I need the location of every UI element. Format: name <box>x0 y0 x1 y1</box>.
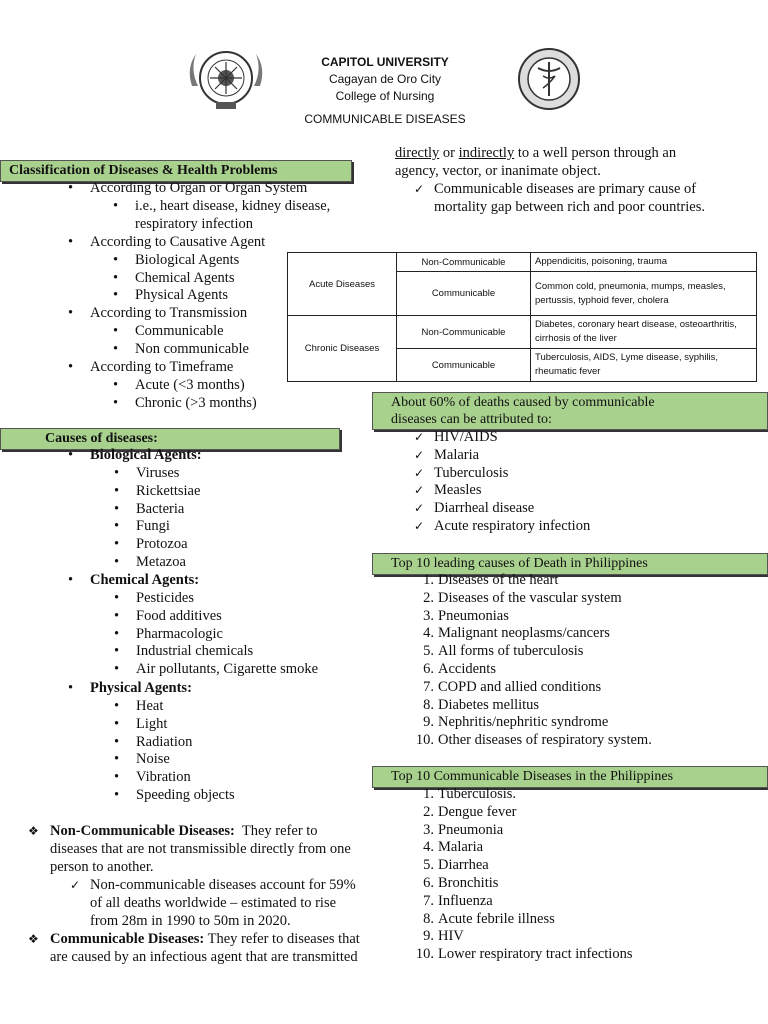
list-item: 5. Diarrhea <box>423 857 489 874</box>
list-item: 1. Tuberculosis. <box>423 786 517 802</box>
communicable-note-line-2: mortality gap between rich and poor countries. <box>434 199 705 215</box>
cell-examples: Tuberculosis, AIDS, Lyme disease, syphilis, rheumatic fever <box>531 349 757 382</box>
cell-examples: Common cold, pneumonia, mumps, measles, pertussis, typhoid fever, cholera <box>531 272 757 316</box>
cell-type: Communicable <box>397 349 531 382</box>
list-item: ✓ Measles <box>434 482 590 500</box>
top-death-heading: Top 10 leading causes of Death in Philippines <box>372 553 768 575</box>
agent-item: • Chemical Agents <box>135 270 234 288</box>
disease-classification-table <box>287 252 757 382</box>
list-item: 6. Bronchitis <box>423 874 499 891</box>
list-item: • Metazoa <box>136 554 200 572</box>
list-item: 5. All forms of tuberculosis <box>423 643 584 660</box>
classification-organ: • According to Organ or Organ System <box>90 180 307 198</box>
list-item: • Pesticides <box>136 590 318 608</box>
university-name: CAPITOL UNIVERSITY <box>321 55 449 69</box>
noncommunicable-definition-line-2: diseases that are not transmissible directly from one <box>50 841 351 857</box>
list-item: • Vibration <box>136 769 235 787</box>
list-item: 10. Lower respiratory tract infections <box>415 946 633 963</box>
classification-agent: • According to Causative Agent <box>90 234 265 252</box>
list-item: 2. Diseases of the vascular system <box>423 589 622 606</box>
subject-title: COMMUNICABLE DISEASES <box>304 112 466 126</box>
top-communicable-list <box>415 786 633 964</box>
top-death-list <box>415 572 652 750</box>
list-item: • Bacteria <box>136 501 200 519</box>
list-item: • Viruses <box>136 465 200 483</box>
noncommunicable-note-line-2: of all deaths worldwide – estimated to rise <box>90 895 337 911</box>
list-item: • Protozoa <box>136 536 200 554</box>
list-item: • Light <box>136 716 235 734</box>
college-of-nursing-logo <box>516 46 582 112</box>
list-item: • Pharmacologic <box>136 626 318 644</box>
agent-item: • Physical Agents <box>135 287 228 305</box>
deaths-60-list <box>434 429 590 536</box>
list-item: 3. Pneumonia <box>423 821 504 838</box>
transmission-item: • Communicable <box>135 323 224 341</box>
deaths-60-heading <box>372 392 768 430</box>
list-item: • Air pollutants, Cigarette smoke <box>136 661 318 679</box>
communicable-definition-continued-2: agency, vector, or inanimate object. <box>395 163 601 179</box>
classification-heading: Classification of Diseases & Health Problems <box>0 160 352 182</box>
deaths-60-heading-line-1: About 60% of deaths caused by communicable <box>391 395 655 410</box>
biological-agents-list <box>136 465 200 572</box>
organ-example-line-1: • i.e., heart disease, kidney disease, <box>135 198 330 216</box>
document-header <box>250 54 520 128</box>
list-item: ✓ Tuberculosis <box>434 465 590 483</box>
communicable-definition-line-1: ❖ Communicable Diseases: They refer to diseases that <box>50 931 360 949</box>
list-item: • Fungi <box>136 518 200 536</box>
list-item: 6. Accidents <box>423 660 496 677</box>
physical-agents-title: • Physical Agents: <box>90 680 192 698</box>
list-item: • Heat <box>136 698 235 716</box>
list-item: 2. Dengue fever <box>423 803 517 820</box>
noncommunicable-definition-line-1: ❖ Non-Communicable Diseases: They refer to <box>50 823 318 841</box>
agent-item: • Biological Agents <box>135 252 239 270</box>
communicable-definition-continued-1: directly or indirectly to a well person through an <box>395 145 677 161</box>
city-name: Cagayan de Oro City <box>328 72 442 86</box>
list-item: 10. Other diseases of respiratory system. <box>415 732 652 749</box>
noncommunicable-definition-line-3: person to another. <box>50 859 154 875</box>
deaths-60-heading-line-2: diseases can be attributed to: <box>391 412 552 427</box>
list-item: • Radiation <box>136 734 235 752</box>
list-item: ✓ Acute respiratory infection <box>434 518 590 536</box>
list-item: • Speeding objects <box>136 787 235 805</box>
list-item: 4. Malignant neoplasms/cancers <box>423 625 610 642</box>
list-item: • Rickettsiae <box>136 483 200 501</box>
chemical-agents-list <box>136 590 318 679</box>
organ-example-line-2: respiratory infection <box>135 216 253 232</box>
noncommunicable-note-line-1: ✓ Non-communicable diseases account for 59% <box>90 877 356 895</box>
communicable-definition-line-2: are caused by an infectious agent that are transmitted <box>50 949 358 965</box>
list-item: 9. HIV <box>423 928 464 945</box>
row-header-chronic: Chronic Diseases <box>288 316 397 382</box>
top-communicable-heading: Top 10 Communicable Diseases in the Philippines <box>372 766 768 788</box>
causes-heading: Causes of diseases: <box>0 428 340 450</box>
list-item: ✓ HIV/AIDS <box>434 429 590 447</box>
chemical-agents-title: • Chemical Agents: <box>90 572 199 590</box>
list-item: 7. Influenza <box>423 892 493 909</box>
communicable-note-line-1: ✓ Communicable diseases are primary cause of <box>434 181 696 199</box>
cell-type: Non-Communicable <box>397 316 531 349</box>
list-item: 8. Diabetes mellitus <box>423 696 540 713</box>
cell-type: Communicable <box>397 272 531 316</box>
list-item: 7. COPD and allied conditions <box>423 678 602 695</box>
cell-type: Non-Communicable <box>397 253 531 272</box>
classification-transmission: • According to Transmission <box>90 305 247 323</box>
list-item: • Food additives <box>136 608 318 626</box>
list-item: 9. Nephritis/nephritic syndrome <box>423 714 609 731</box>
cell-examples: Appendicitis, poisoning, trauma <box>531 253 757 272</box>
timeframe-item: • Chronic (>3 months) <box>135 395 257 413</box>
college-name: College of Nursing <box>335 89 435 103</box>
list-item: 3. Pneumonias <box>423 607 509 624</box>
row-header-acute: Acute Diseases <box>288 253 397 316</box>
list-item: • Industrial chemicals <box>136 643 318 661</box>
list-item: 8. Acute febrile illness <box>423 910 555 927</box>
transmission-item: • Non communicable <box>135 341 249 359</box>
timeframe-item: • Acute (<3 months) <box>135 377 245 395</box>
classification-timeframe: • According to Timeframe <box>90 359 233 377</box>
physical-agents-list <box>136 698 235 805</box>
list-item: ✓ Malaria <box>434 447 590 465</box>
list-item: • Noise <box>136 751 235 769</box>
list-item: 1. Diseases of the heart <box>423 572 559 588</box>
noncommunicable-note-line-3: from 28m in 1990 to 50m in 2020. <box>90 913 291 929</box>
biological-agents-title: • Biological Agents: <box>90 447 202 465</box>
cell-examples: Diabetes, coronary heart disease, osteoarthritis, cirrhosis of the liver <box>531 316 757 349</box>
list-item: ✓ Diarrheal disease <box>434 500 590 518</box>
list-item: 4. Malaria <box>423 839 484 856</box>
